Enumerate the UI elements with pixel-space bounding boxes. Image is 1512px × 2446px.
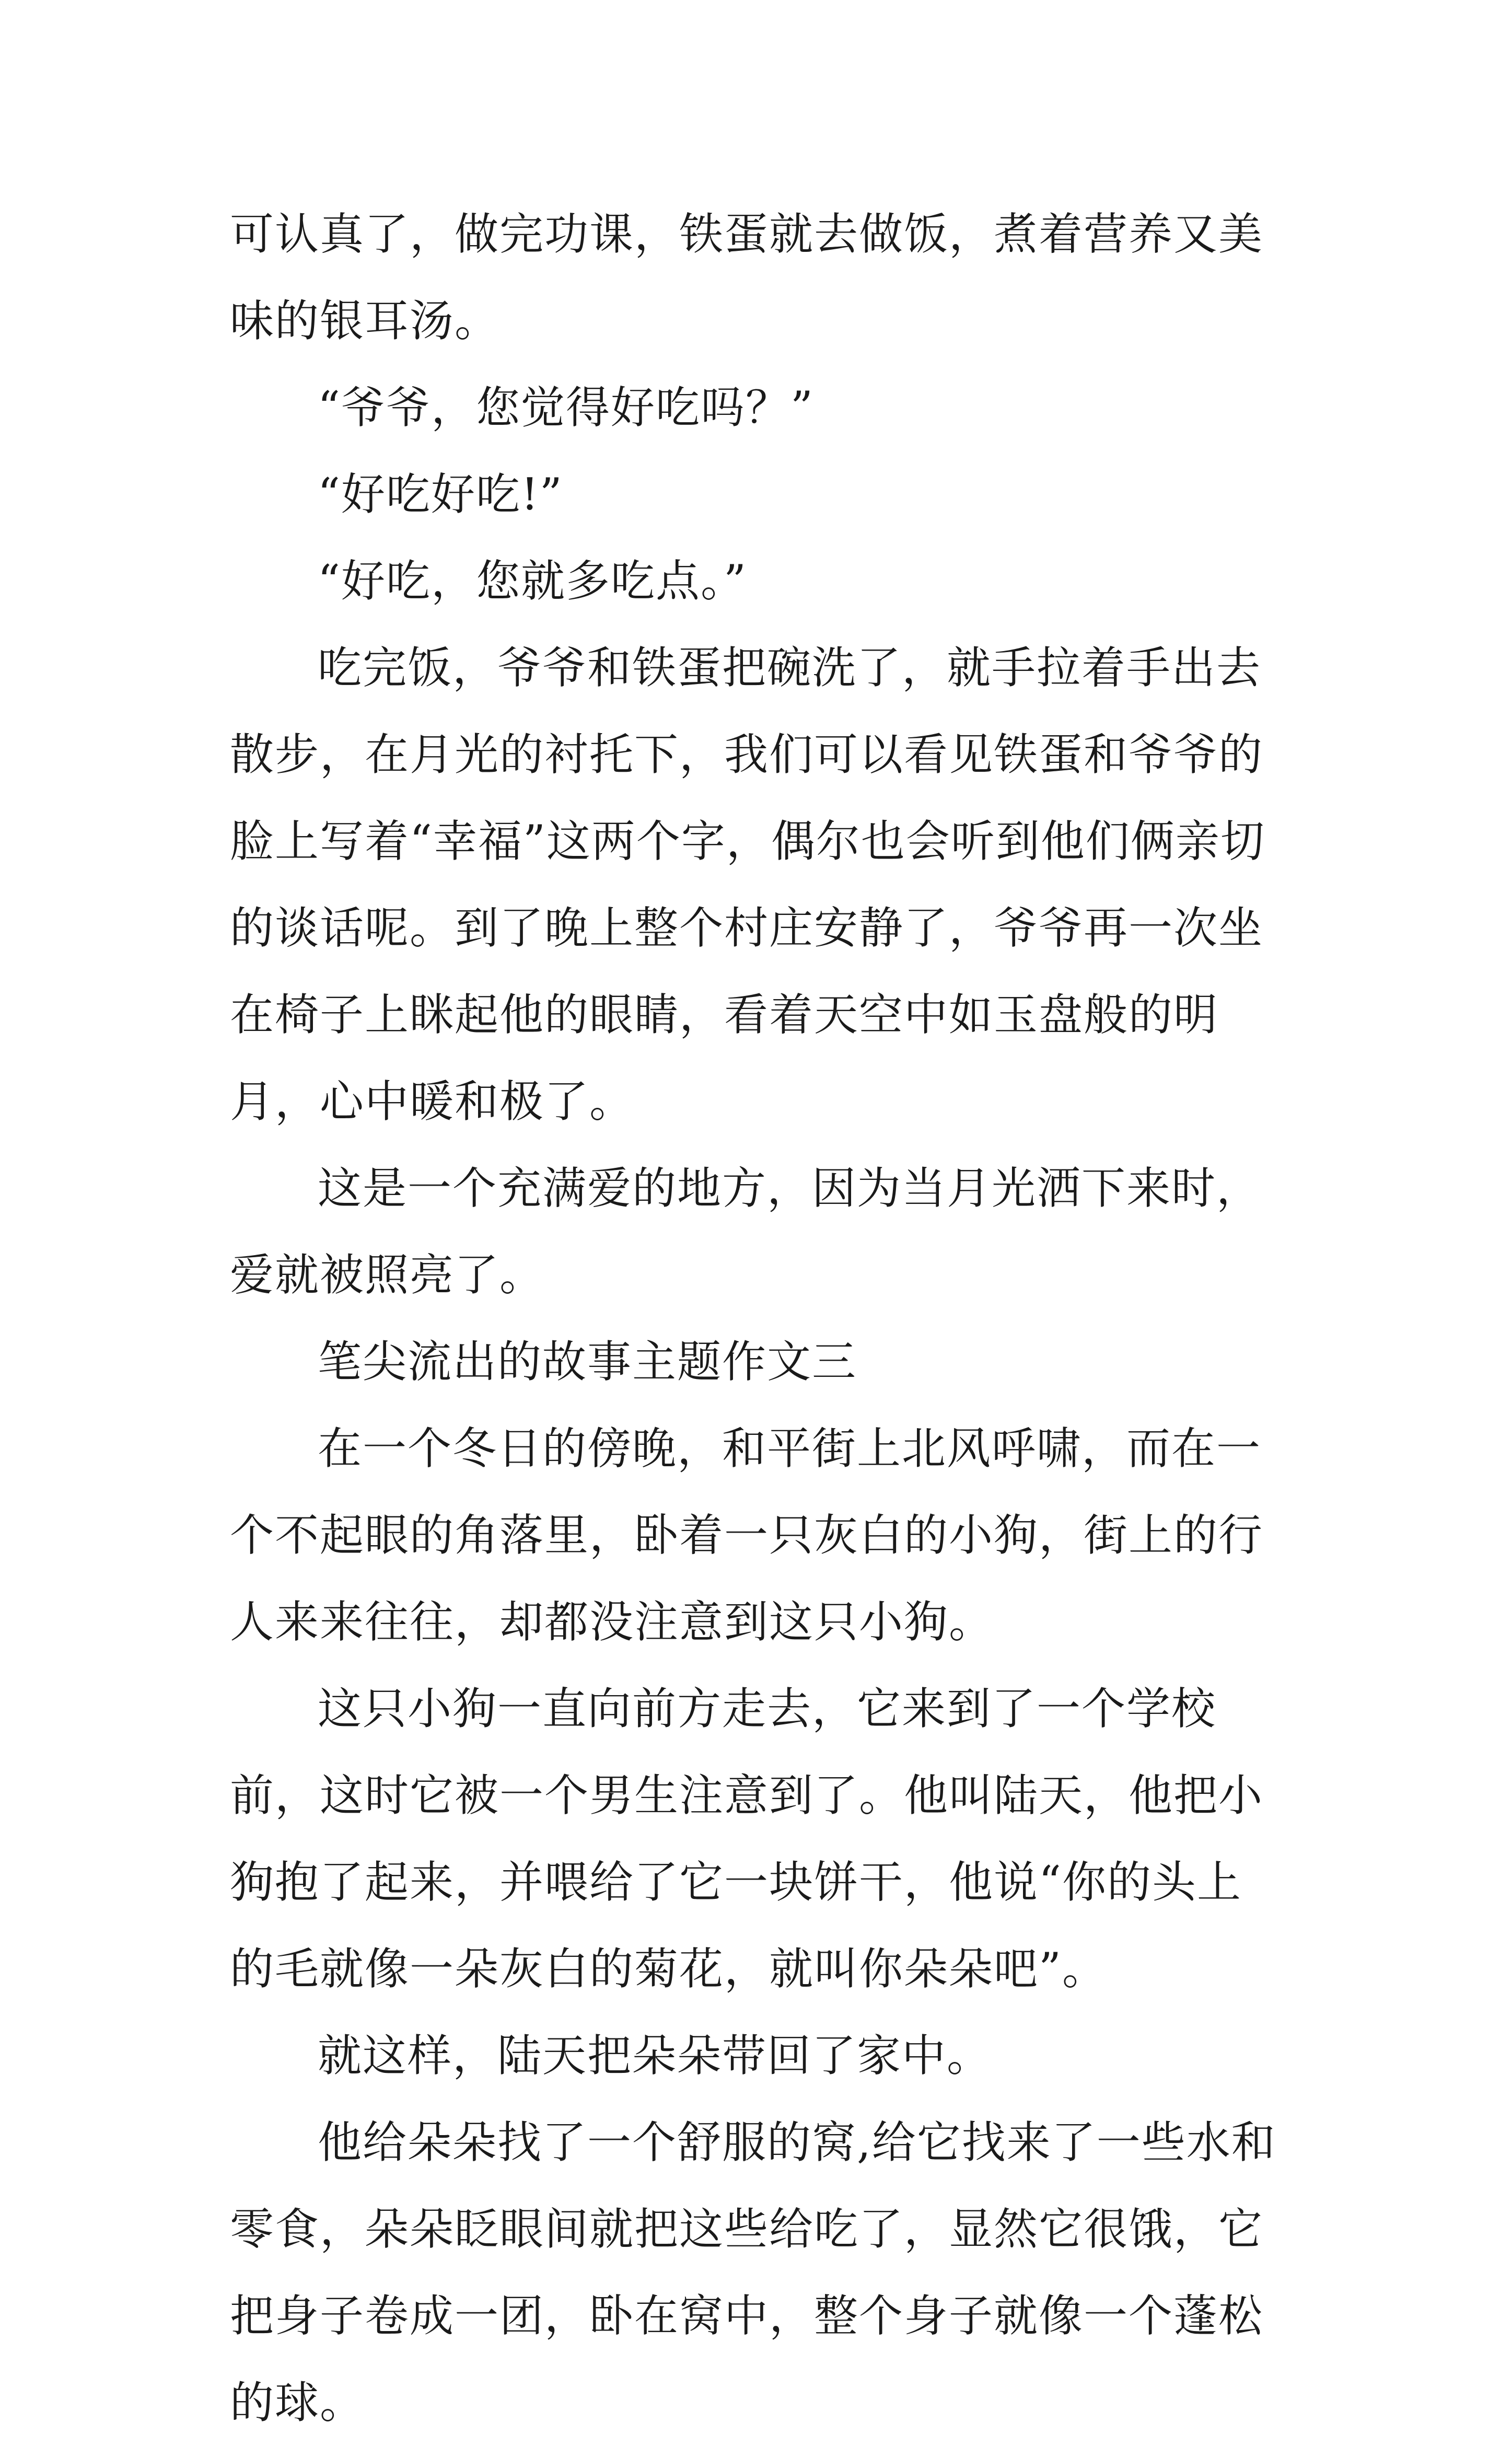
paragraph: 吃完饭，爷爷和铁蛋把碗洗了，就手拉着手出去散步，在月光的衬托下，我们可以看见铁蛋和爷爷的脸上写着“幸福”这两个字，偶尔也会听到他们俩亲切的谈话呢。到了晚上整个村庄安静了，爷爷再一次坐在椅子上眯起他的眼睛，看着天空中如玉盘般的明月，心中暖和极了。 bbox=[230, 642, 1265, 1127]
paragraph: 这是一个充满爱的地方，因为当月光洒下来时，爱就被照亮了。 bbox=[230, 1163, 1262, 1301]
document-body bbox=[230, 191, 1285, 2446]
paragraph: 就这样，陆天把朵朵带回了家中。 bbox=[318, 2030, 992, 2081]
paragraph: “爷爷，您觉得好吃吗？” bbox=[318, 382, 814, 433]
section-heading: 笔尖流出的故事主题作文三 bbox=[318, 1336, 857, 1387]
paragraph: 他给朵朵找了一个舒服的窝,给它找来了一些水和零食，朵朵眨眼间就把这些给吃了，显然它很饿，它把身子卷成一团，卧在窝中，整个身子就像一个蓬松的球。 bbox=[230, 2117, 1276, 2428]
paragraph: 这只小狗一直向前方走去，它来到了一个学校前，这时它被一个男生注意到了。他叫陆天，他把小狗抱了起来，并喂给了它一块饼干，他说“你的头上的毛就像一朵灰白的菊花，就叫你朵朵吧”。 bbox=[230, 1683, 1264, 1995]
paragraph: 在一个冬日的傍晚，和平街上北风呼啸，而在一个不起眼的角落里，卧着一只灰白的小狗，街上的行人来来往往，却都没注意到这只小狗。 bbox=[230, 1423, 1264, 1648]
paragraph: “好吃，您就多吃点。” bbox=[318, 555, 747, 607]
paragraph: “好吃好吃!” bbox=[318, 469, 563, 520]
paragraph: 可认真了，做完功课，铁蛋就去做饭，煮着营养又美味的银耳汤。 bbox=[230, 208, 1264, 346]
